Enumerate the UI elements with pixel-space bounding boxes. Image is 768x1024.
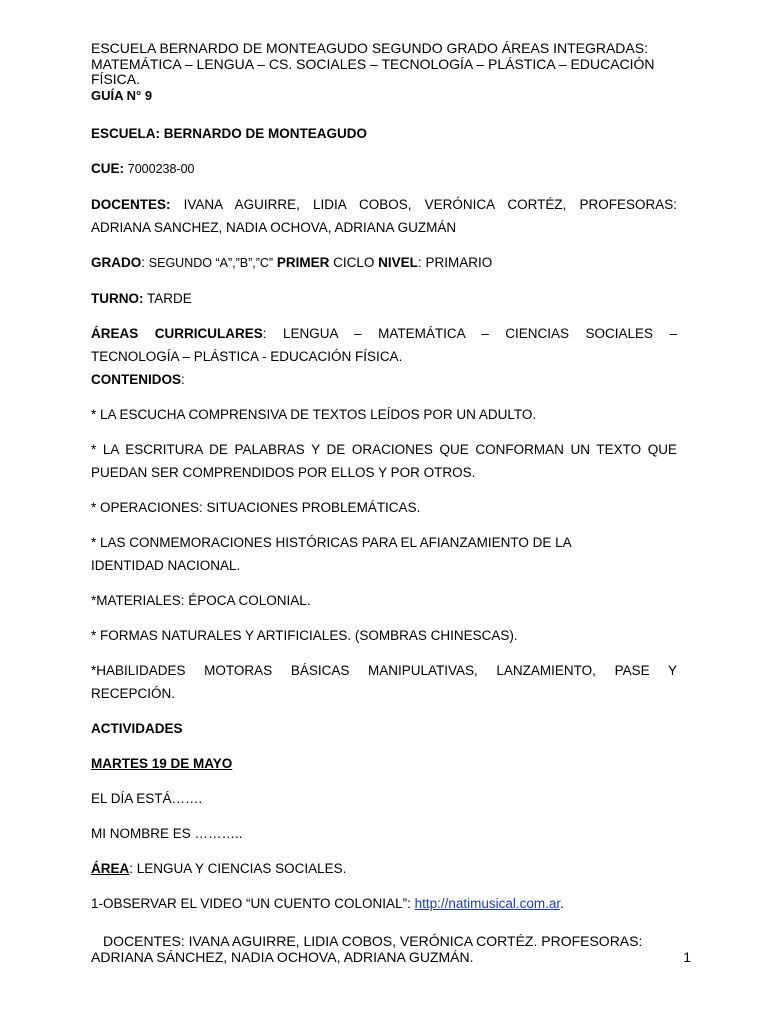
- contenido-item-line: PUEDAN SER COMPRENDIDOS POR ELLOS Y POR OTROS.: [91, 465, 476, 480]
- nivel-label: NIVEL: [378, 255, 418, 270]
- contenido-item-line: * OPERACIONES: SITUACIONES PROBLEMÁTICAS.: [91, 500, 421, 515]
- docentes-label: DOCENTES:: [91, 197, 171, 212]
- document-body: [91, 122, 677, 915]
- page-header: [91, 41, 681, 103]
- contenido-item: [91, 531, 677, 577]
- contenido-item-line: RECEPCIÓN.: [91, 686, 176, 701]
- name-prompt: MI NOMBRE ES ………..: [91, 826, 243, 841]
- ciclo-text: CICLO: [333, 255, 375, 270]
- contenido-item: [91, 589, 677, 612]
- page-number: 1: [683, 949, 691, 965]
- area-label: ÁREA: [91, 861, 130, 876]
- task-end: .: [560, 896, 564, 911]
- contenido-item-line: IDENTIDAD NACIONAL.: [91, 558, 241, 573]
- docentes-block: [91, 193, 677, 239]
- contenido-item: [91, 438, 677, 484]
- task-line: [91, 892, 677, 915]
- school-line: [91, 122, 677, 145]
- contenido-item-line: *MATERIALES: ÉPOCA COLONIAL.: [91, 593, 311, 608]
- areas-block: [91, 322, 677, 368]
- cue-value: 7000238-00: [127, 162, 195, 176]
- weather-prompt: EL DÍA ESTÁ…….: [91, 791, 203, 806]
- primer-label: PRIMER: [276, 255, 330, 270]
- nivel-value: PRIMARIO: [425, 255, 493, 270]
- contenidos-label: CONTENIDOS: [91, 372, 182, 387]
- contenido-item: [91, 624, 677, 647]
- turno-value: TARDE: [147, 291, 192, 306]
- docentes-names-1: IVANA AGUIRRE, LIDIA COBOS, VERÓNICA CORTÉZ, PROFESORAS:: [183, 197, 677, 212]
- grado-line: GRADO: SEGUNDO “A”,”B”,”C” PRIMER CICLO NIVEL: PRIMARIO: [91, 255, 493, 270]
- activity-date-text: MARTES 19 DE MAYO: [91, 756, 233, 771]
- contenido-item: [91, 659, 677, 705]
- docentes-line-2: ADRIANA SANCHEZ, NADIA OCHOVA, ADRIANA GUZMÁN: [91, 220, 457, 235]
- contenido-item: [91, 496, 677, 519]
- footer-line-1: DOCENTES: IVANA AGUIRRE, LIDIA COBOS, VERÓNICA CORTÉZ. PROFESORAS:: [103, 933, 643, 949]
- contenido-item-line: * LAS CONMEMORACIONES HISTÓRICAS PARA EL AFIANZAMIENTO DE LA: [91, 535, 572, 550]
- areas-list-1: LENGUA – MATEMÁTICA – CIENCIAS SOCIALES –: [282, 326, 677, 341]
- actividades-label: ACTIVIDADES: [91, 721, 183, 736]
- areas-label: ÁREAS CURRICULARES: [91, 326, 263, 341]
- task-text: 1-OBSERVAR EL VIDEO “UN CUENTO COLONIAL”:: [91, 896, 415, 911]
- video-link[interactable]: http://natimusical.com.ar: [414, 896, 561, 911]
- areas-line-2: TECNOLOGÍA – PLÁSTICA - EDUCACIÓN FÍSICA.: [91, 349, 403, 364]
- school-value: BERNARDO DE MONTEAGUDO: [163, 126, 368, 141]
- turno-label: TURNO:: [91, 291, 144, 306]
- footer-line-2: ADRIANA SÁNCHEZ, NADIA OCHOVA, ADRIANA GUZMÁN.: [91, 949, 474, 965]
- contenido-item-line: *HABILIDADES MOTORAS BÁSICAS MANIPULATIVAS, LANZAMIENTO, PASE Y: [91, 663, 677, 678]
- page-footer: [91, 933, 691, 965]
- contenido-item: [91, 403, 677, 426]
- cue-label: CUE:: [91, 161, 124, 176]
- areas-line-1: ÁREAS CURRICULARES: LENGUA – MATEMÁTICA – CIENCIAS SOCIALES –: [91, 326, 677, 341]
- contenido-item-line: * LA ESCRITURA DE PALABRAS Y DE ORACIONES QUE CONFORMAN UN TEXTO QUE: [91, 442, 677, 457]
- guide-number: GUÍA N° 9: [91, 87, 153, 103]
- area-value: LENGUA Y CIENCIAS SOCIALES.: [136, 861, 347, 876]
- contenido-item-line: * LA ESCUCHA COMPRENSIVA DE TEXTOS LEÍDOS POR UN ADULTO.: [91, 407, 537, 422]
- grado-label: GRADO: [91, 255, 142, 270]
- activity-date: [91, 752, 677, 775]
- grado-value: SEGUNDO “A”,”B”,”C”: [148, 256, 274, 270]
- docentes-line-1: [91, 193, 677, 216]
- contenidos-heading: CONTENIDOS:: [91, 372, 185, 387]
- area-line: ÁREA: LENGUA Y CIENCIAS SOCIALES.: [91, 861, 347, 876]
- header-title: ESCUELA BERNARDO DE MONTEAGUDO SEGUNDO GRADO ÁREAS INTEGRADAS: MATEMÁTICA – LENGUA – CS. SOCIALES – TECNOLOGÍA – PLÁSTICA – EDUCACIÓN FÍSICA.: [91, 40, 655, 87]
- school-label: ESCUELA:: [91, 126, 161, 141]
- contenido-item-line: * FORMAS NATURALES Y ARTIFICIALES. (SOMBRAS CHINESCAS).: [91, 628, 518, 643]
- actividades-heading: [91, 717, 677, 740]
- cue-line: [91, 157, 677, 181]
- turno-line: [91, 287, 677, 310]
